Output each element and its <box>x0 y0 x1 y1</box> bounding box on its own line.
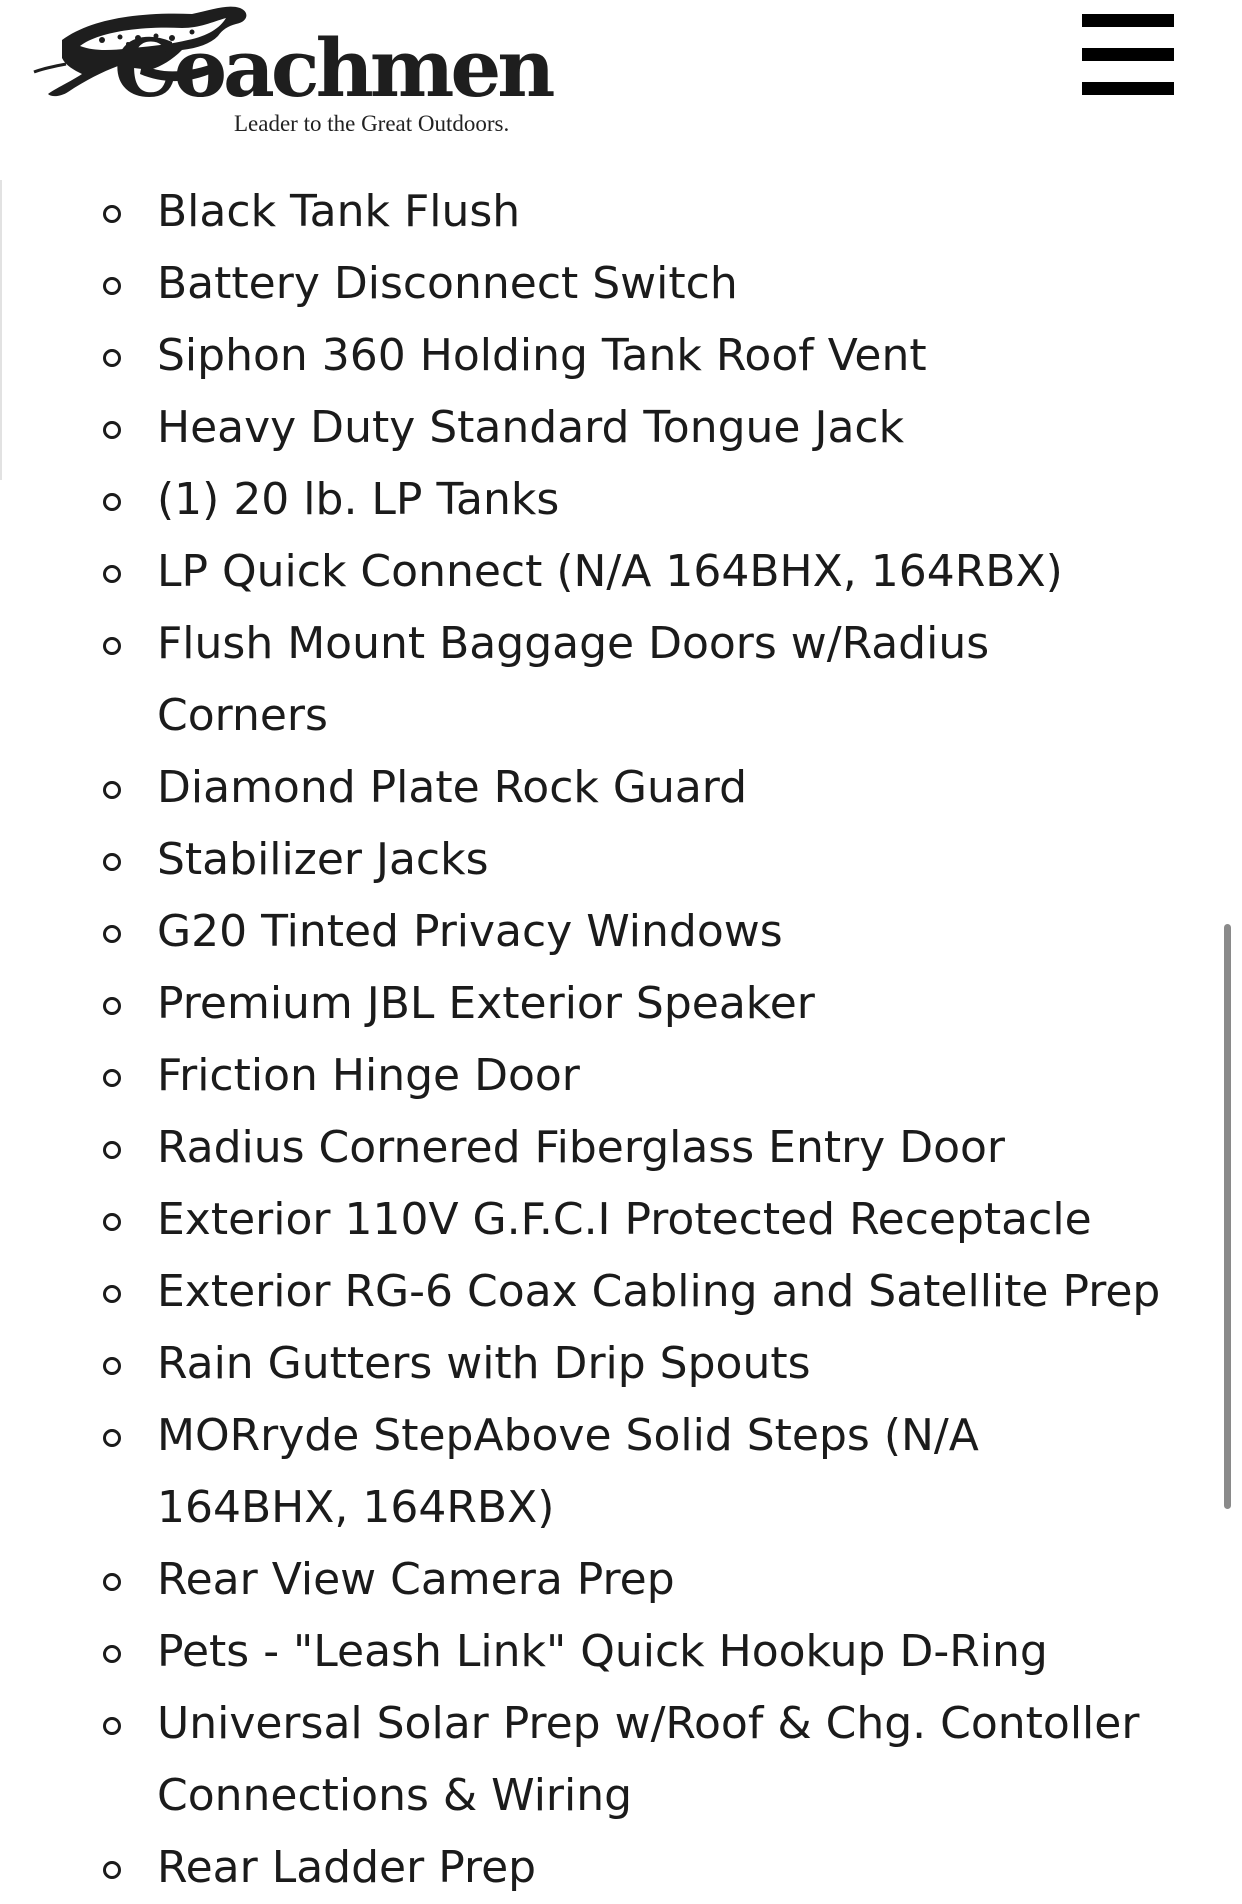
feature-label: Stabilizer Jacks <box>157 834 489 885</box>
list-item <box>0 248 1200 320</box>
list-item <box>0 968 1200 1040</box>
list-item <box>0 1544 1200 1616</box>
menu-bar-middle <box>1082 48 1174 61</box>
circle-bullet-icon <box>103 637 121 655</box>
list-item <box>0 752 1200 824</box>
list-item <box>0 464 1200 536</box>
circle-bullet-icon <box>103 1573 121 1591</box>
circle-bullet-icon <box>103 1861 121 1879</box>
list-item <box>0 1256 1200 1328</box>
list-item <box>0 536 1200 608</box>
circle-bullet-icon <box>103 1357 121 1375</box>
list-item <box>0 608 1200 752</box>
list-item <box>0 1832 1200 1904</box>
menu-bar-top <box>1082 14 1174 27</box>
list-item <box>0 896 1200 968</box>
feature-label: Pets - "Leash Link" Quick Hookup D-Ring <box>157 1626 1048 1677</box>
circle-bullet-icon <box>103 1141 121 1159</box>
feature-label: Exterior RG-6 Coax Cabling and Satellite Prep <box>157 1266 1161 1317</box>
circle-bullet-icon <box>103 997 121 1015</box>
circle-bullet-icon <box>103 1285 121 1303</box>
feature-label: Diamond Plate Rock Guard <box>157 762 748 813</box>
list-item <box>0 1184 1200 1256</box>
circle-bullet-icon <box>103 565 121 583</box>
feature-list <box>0 176 1200 1904</box>
circle-bullet-icon <box>103 1717 121 1735</box>
list-item <box>0 1400 1200 1544</box>
feature-label: MORryde StepAbove Solid Steps (N/A 164BHX, 164RBX) <box>157 1410 979 1533</box>
circle-bullet-icon <box>103 1645 121 1663</box>
feature-label: Universal Solar Prep w/Roof & Chg. Contoller Connections & Wiring <box>157 1698 1140 1821</box>
circle-bullet-icon <box>103 277 121 295</box>
brand-name: Coachmen <box>114 21 552 115</box>
feature-label: G20 Tinted Privacy Windows <box>157 906 783 957</box>
feature-label: (1) 20 lb. LP Tanks <box>157 474 560 525</box>
list-item <box>0 176 1200 248</box>
circle-bullet-icon <box>103 1429 121 1447</box>
circle-bullet-icon <box>103 925 121 943</box>
circle-bullet-icon <box>103 205 121 223</box>
feature-label: LP Quick Connect (N/A 164BHX, 164RBX) <box>157 546 1063 597</box>
circle-bullet-icon <box>103 493 121 511</box>
feature-label: Premium JBL Exterior Speaker <box>157 978 815 1029</box>
circle-bullet-icon <box>103 1213 121 1231</box>
feature-label: Rear View Camera Prep <box>157 1554 675 1605</box>
feature-label: Rear Ladder Prep <box>157 1842 537 1893</box>
circle-bullet-icon <box>103 1069 121 1087</box>
feature-label: Friction Hinge Door <box>157 1050 580 1101</box>
circle-bullet-icon <box>103 853 121 871</box>
brand-logo[interactable] <box>22 0 562 150</box>
feature-label: Flush Mount Baggage Doors w/Radius Corners <box>157 618 990 741</box>
list-item <box>0 320 1200 392</box>
menu-bar-bottom <box>1082 82 1174 95</box>
feature-label: Radius Cornered Fiberglass Entry Door <box>157 1122 1006 1173</box>
site-header <box>0 0 1242 160</box>
list-item <box>0 1616 1200 1688</box>
feature-label: Rain Gutters with Drip Spouts <box>157 1338 811 1389</box>
circle-bullet-icon <box>103 781 121 799</box>
feature-label: Black Tank Flush <box>157 186 521 237</box>
feature-label: Heavy Duty Standard Tongue Jack <box>157 402 905 453</box>
list-item <box>0 1328 1200 1400</box>
circle-bullet-icon <box>103 421 121 439</box>
circle-bullet-icon <box>103 349 121 367</box>
vertical-scrollbar[interactable] <box>1224 924 1231 1509</box>
feature-label: Exterior 110V G.F.C.I Protected Receptacle <box>157 1194 1092 1245</box>
brand-tagline: Leader to the Great Outdoors. <box>234 111 510 136</box>
list-item <box>0 1040 1200 1112</box>
hamburger-menu-icon[interactable] <box>1082 14 1174 96</box>
list-item <box>0 1112 1200 1184</box>
list-item <box>0 392 1200 464</box>
feature-label: Battery Disconnect Switch <box>157 258 738 309</box>
feature-label: Siphon 360 Holding Tank Roof Vent <box>157 330 927 381</box>
list-item <box>0 1688 1200 1832</box>
list-item <box>0 824 1200 896</box>
